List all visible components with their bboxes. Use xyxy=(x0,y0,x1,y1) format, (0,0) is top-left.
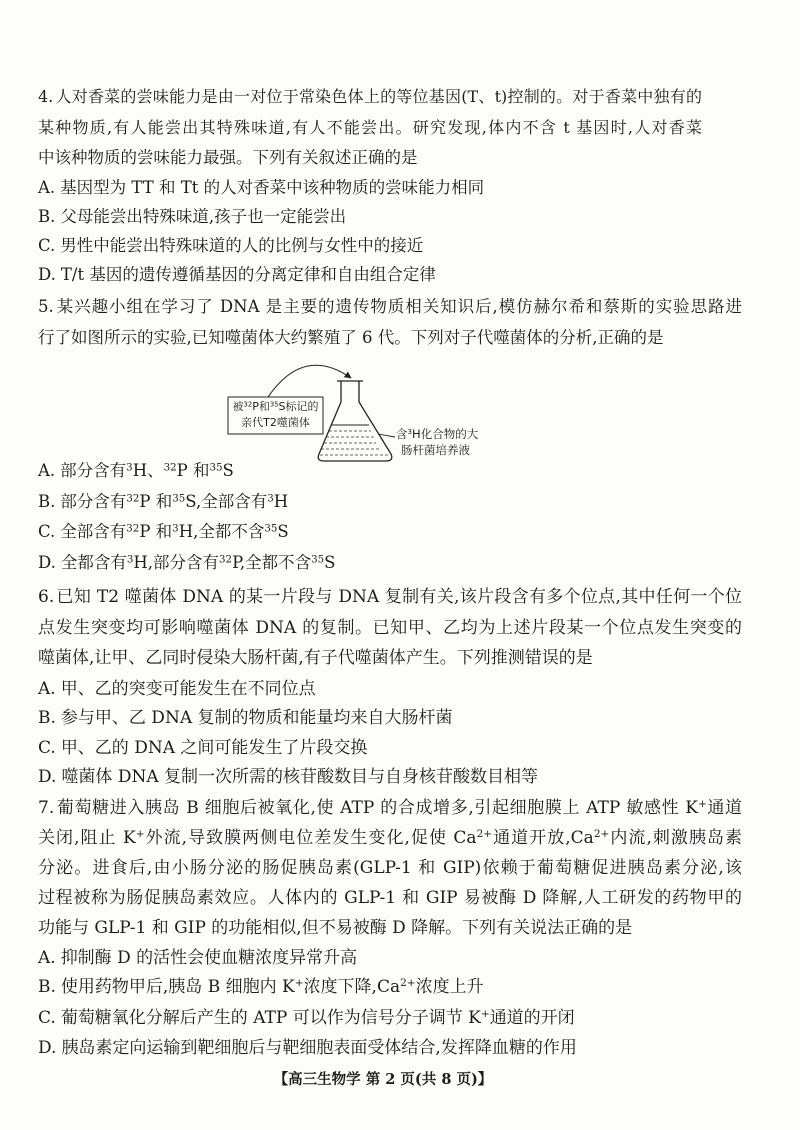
option-label: D. xyxy=(38,265,56,284)
superscript-text: 32 xyxy=(219,554,233,566)
q7-stem-line-1 xyxy=(38,798,742,818)
question-number: 7. xyxy=(38,798,55,818)
superscript-text: 3 xyxy=(126,554,134,566)
question-number: 4. xyxy=(38,87,54,106)
text-run: 通道开放,Ca xyxy=(492,828,594,848)
option-label: A. xyxy=(38,948,56,968)
q4-option-b xyxy=(38,207,346,227)
q6-option-c xyxy=(38,738,367,758)
text-run: 部分含有 xyxy=(60,461,127,480)
q7-stem-line-5: 功能与 GLP-1 和 GIP 的功能相似,但不易被酶 D 降解。下列有关说法正确的是 xyxy=(38,918,633,938)
question-number: 6. xyxy=(38,587,55,607)
superscript-text: 35 xyxy=(269,400,279,409)
text-run: 含 xyxy=(396,427,408,441)
text-run: H,部分含有 xyxy=(133,553,220,572)
text-run: P,全都不含 xyxy=(232,553,312,572)
option-label: D. xyxy=(38,767,57,787)
option-label: B. xyxy=(38,207,56,226)
q5-option-a xyxy=(38,461,234,481)
option-text: 男性中能尝出特殊味道的人的比例与女性中的接近 xyxy=(60,236,424,255)
text-run: 葡萄糖氧化分解后产生的 ATP 可以作为信号分子调节 K xyxy=(60,1008,481,1028)
q4-stem-line-3: 中该种物质的尝味能力最强。下列有关叙述正确的是 xyxy=(38,148,418,167)
q7-stem-line-3: 分泌。进食后,由小肠分泌的肠促胰岛素(GLP-1 和 GIP)依赖于葡萄糖促进胰岛素分泌,该 xyxy=(38,858,742,878)
q7-option-b xyxy=(38,977,484,997)
option-text: 甲、乙的突变可能发生在不同位点 xyxy=(60,679,316,699)
q4-option-d xyxy=(38,265,436,285)
q4-stem-line-2: 某种物质,有人能尝出其特殊味道,有人不能尝出。研究发现,体内不含 t 基因时,人对香菜 xyxy=(38,118,702,137)
option-text xyxy=(60,492,288,511)
text-run: 浓度上升 xyxy=(415,977,484,997)
text-run: S xyxy=(222,461,234,480)
culture-medium-label xyxy=(396,426,478,458)
option-text: 抑制酶 D 的活性会使血糖浓度异常升高 xyxy=(60,948,358,968)
superscript-text: 35 xyxy=(311,554,325,566)
stem-text: 某兴趣小组在学习了 DNA 是主要的遗传物质相关知识后,模仿赫尔希和蔡斯的实验思路进 xyxy=(55,297,742,316)
q5-stem-line-1 xyxy=(38,297,742,317)
q6-stem-line-2: 点发生突变均可影响噬菌体 DNA 的复制。已知甲、乙均为上述片段某一个位点发生突变的 xyxy=(38,618,742,638)
text-run: H、 xyxy=(132,461,164,480)
option-label: B. xyxy=(38,708,56,728)
q6-option-d xyxy=(38,767,538,787)
option-text: 基因型为 TT 和 Tt 的人对香菜中该种物质的尝味能力相同 xyxy=(60,178,485,197)
q6-stem-line-1 xyxy=(38,587,742,607)
text-run: P 和 xyxy=(176,461,210,480)
text-run: S xyxy=(324,553,336,572)
option-label: D. xyxy=(38,1038,57,1058)
superscript-text: + xyxy=(480,1008,490,1021)
q7-stem-line-4: 过程被称为肠促胰岛素效应。人体内的 GLP-1 和 GIP 易被酶 D 降解,人工研发的药物甲的 xyxy=(38,888,742,908)
superscript-text: 2+ xyxy=(593,828,610,841)
superscript-text: 3 xyxy=(407,427,413,437)
q6-option-b xyxy=(38,708,453,728)
text-run: 肠杆菌培养液 xyxy=(401,443,470,457)
q7-stem-line-2 xyxy=(38,828,742,848)
q6-stem-line-3: 噬菌体,让甲、乙同时侵染大肠杆菌,有子代噬菌体产生。下列推测错误的是 xyxy=(38,648,593,668)
option-text: 噬菌体 DNA 复制一次所需的核苷酸数目与自身核苷酸数目相等 xyxy=(61,767,539,787)
text-run: 外流,导致膜两侧电位差发生变化,促使 Ca xyxy=(144,828,477,848)
option-label: A. xyxy=(38,178,56,197)
q5-option-d xyxy=(38,553,335,573)
option-text: T/t 基因的遗传遵循基因的分离定律和自由组合定律 xyxy=(60,265,436,284)
option-label: B. xyxy=(38,492,56,511)
q7-option-c xyxy=(38,1008,575,1028)
text-run: S,全部含有 xyxy=(185,492,268,511)
superscript-text: 32 xyxy=(126,523,140,535)
q4-stem-line-1 xyxy=(38,87,702,107)
option-label: A. xyxy=(38,461,56,480)
superscript-text: 2+ xyxy=(476,828,493,841)
text-run: 葡萄糖进入胰岛 B 细胞后被氧化,使 ATP 的合成增多,引起细胞膜上 ATP 敏感性 K xyxy=(56,798,698,818)
q6-option-a xyxy=(38,679,316,699)
option-label: C. xyxy=(38,522,56,541)
text-run: P 和 xyxy=(139,522,173,541)
text-run: P 和 xyxy=(139,492,173,511)
superscript-text: 35 xyxy=(172,493,186,505)
question-number: 5. xyxy=(38,297,54,316)
text-run: 浓度下降,Ca xyxy=(303,977,401,997)
text-run: H化合物的大 xyxy=(412,427,479,441)
stem-text xyxy=(56,798,742,818)
superscript-text: 35 xyxy=(264,523,278,535)
text-run: 亲代T2噬菌体 xyxy=(241,416,310,429)
phage-label-line-2 xyxy=(228,415,323,431)
option-text xyxy=(60,522,288,541)
q7-option-d xyxy=(38,1038,577,1058)
superscript-text: 3 xyxy=(267,493,274,505)
text-run: 全部含有 xyxy=(60,522,127,541)
superscript-text: 3 xyxy=(172,523,179,535)
option-text xyxy=(61,553,336,572)
option-text: 参与甲、乙 DNA 复制的物质和能量均来自大肠杆菌 xyxy=(60,708,453,728)
option-label: C. xyxy=(38,738,56,758)
text-run: 通道 xyxy=(706,798,743,818)
q4-option-a xyxy=(38,178,484,198)
superscript-text: 32 xyxy=(243,400,253,409)
superscript-text: 32 xyxy=(163,462,177,474)
text-run: 全都含有 xyxy=(60,553,127,572)
q5-option-b xyxy=(38,492,288,512)
superscript-text: 32 xyxy=(126,493,140,505)
stem-text: 已知 T2 噬菌体 DNA 的某一片段与 DNA 复制有关,该片段含有多个位点,其中任何一个位 xyxy=(56,587,742,607)
text-run: H,全都不含 xyxy=(178,522,265,541)
superscript-text: 3 xyxy=(126,462,133,474)
text-run: 关闭,阻止 K xyxy=(38,828,136,848)
option-text xyxy=(61,1008,575,1028)
option-label: D. xyxy=(38,553,56,572)
superscript-text: + xyxy=(135,828,145,841)
stem-text: 人对香菜的尝味能力是由一对位于常染色体上的等位基因(T、t)控制的。对于香菜中独有的 xyxy=(55,87,702,106)
option-label: B. xyxy=(38,977,56,997)
text-run: 通道的开闭 xyxy=(489,1008,575,1028)
option-text xyxy=(60,461,234,480)
q5-option-c xyxy=(38,522,289,542)
phage-label-line-1 xyxy=(228,399,323,415)
option-label: C. xyxy=(38,1008,56,1028)
text-run: S xyxy=(277,522,289,541)
flask-outline xyxy=(318,381,392,461)
option-text: 甲、乙的 DNA 之间可能发生了片段交换 xyxy=(60,738,368,758)
option-text: 胰岛素定向运输到靶细胞后与靶细胞表面受体结合,发挥降血糖的作用 xyxy=(61,1038,577,1058)
superscript-text: + xyxy=(294,977,304,990)
option-text xyxy=(61,977,484,997)
text-run: 被 xyxy=(232,400,244,413)
phage-label xyxy=(228,399,323,431)
medium-label-line-1 xyxy=(396,426,478,442)
text-run: H xyxy=(273,492,289,511)
option-text: 父母能尝出特殊味道,孩子也一定能尝出 xyxy=(60,207,347,226)
superscript-text: 2+ xyxy=(400,977,416,990)
text-run: P和 xyxy=(252,400,270,413)
q5-stem-line-2: 行了如图所示的实验,已知噬菌体大约繁殖了 6 代。下列对子代噬菌体的分析,正确的是 xyxy=(38,328,664,347)
text-run: S标记的 xyxy=(278,400,319,413)
text-run: 使用药物甲后,胰岛 B 细胞内 K xyxy=(60,977,295,997)
option-label: A. xyxy=(38,679,56,699)
page-footer: 【高三生物学 第 2 页(共 8 页)】 xyxy=(273,1071,493,1088)
q4-option-c xyxy=(38,236,423,256)
superscript-text: + xyxy=(697,798,707,811)
experiment-figure xyxy=(220,355,510,467)
q7-option-a xyxy=(38,948,357,968)
option-label: C. xyxy=(38,236,56,255)
text-run: 部分含有 xyxy=(60,492,127,511)
superscript-text: 35 xyxy=(209,462,223,474)
text-run: 内流,刺激胰岛素 xyxy=(609,828,743,848)
medium-label-line-2 xyxy=(396,442,478,458)
